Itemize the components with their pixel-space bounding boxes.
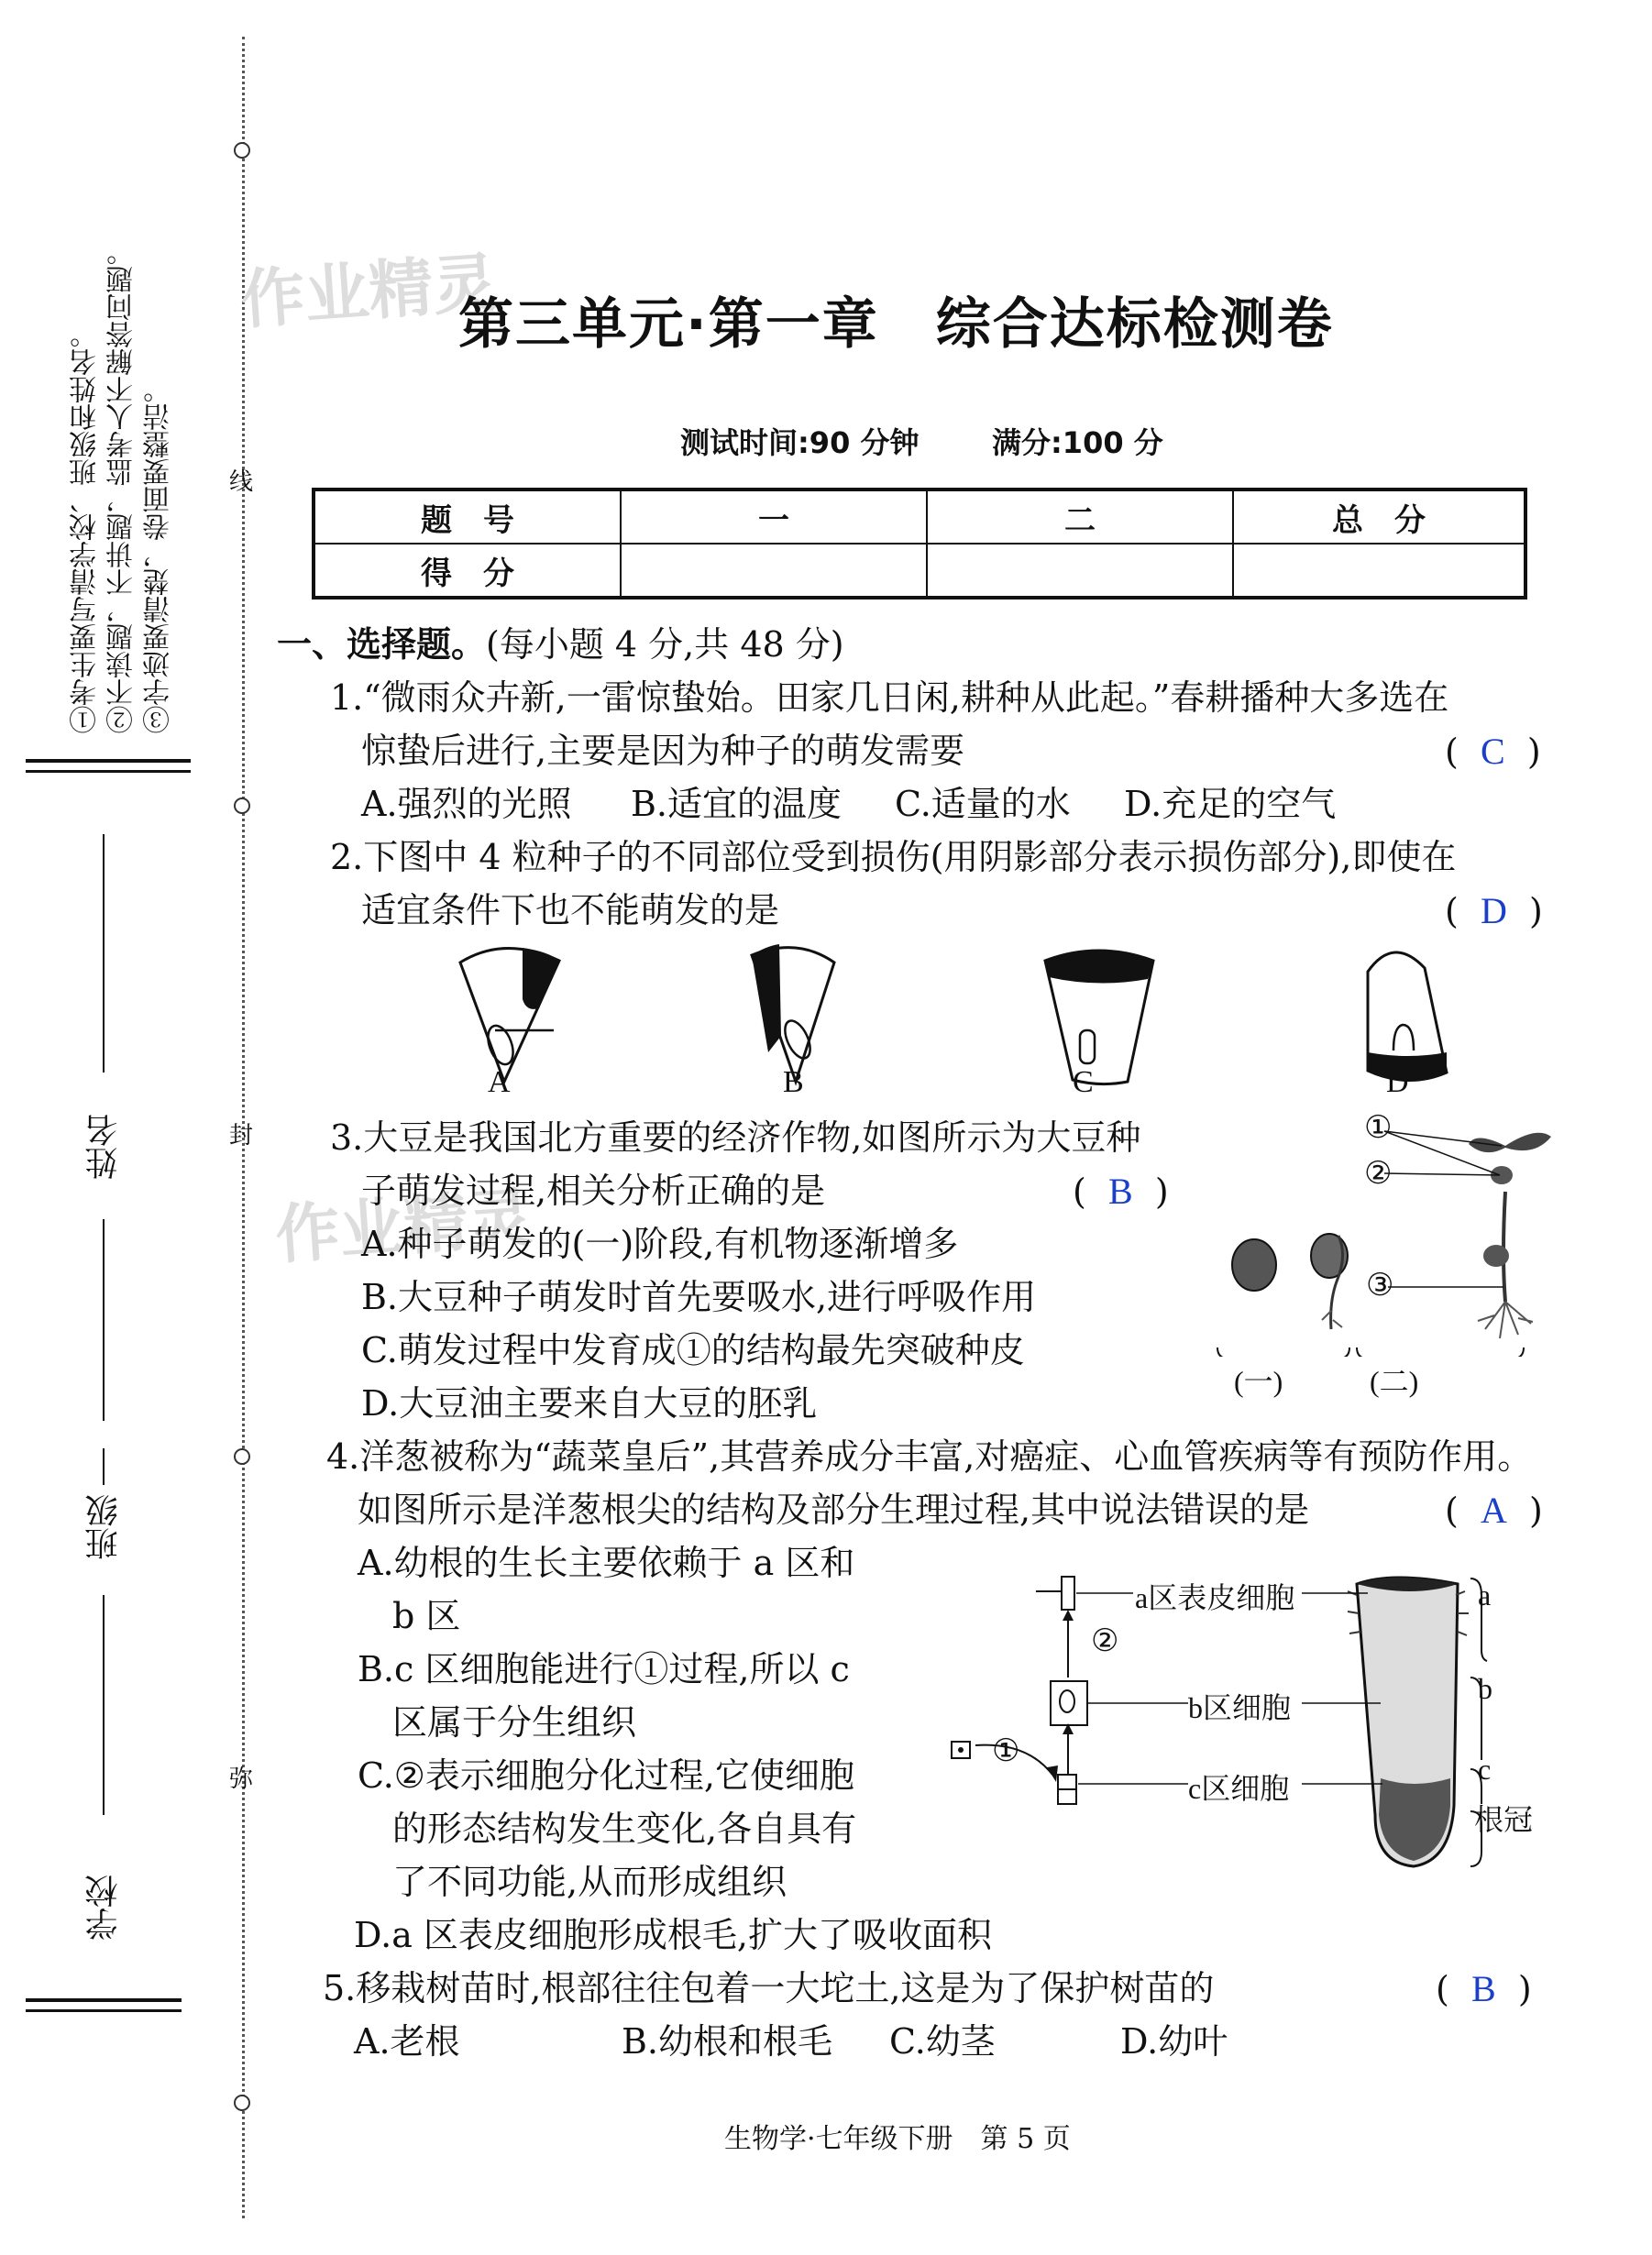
score-header-1: 一 (621, 490, 927, 544)
seed-a (460, 948, 559, 1082)
side-note-3: ③字迹要清楚，卷面要整洁。 (143, 376, 175, 733)
q4-option-a-2: b 区 (392, 1596, 461, 1636)
soy-stage-2: (二) (1370, 1365, 1419, 1398)
q2-answer: D (1480, 890, 1507, 931)
q3-answer: B (1107, 1171, 1133, 1212)
soy-marker-1: ① (1364, 1111, 1393, 1145)
soy-marker-2: ② (1364, 1157, 1393, 1191)
score-header-qno: 题 号 (314, 490, 621, 544)
onion-root-cap: 根冠 (1474, 1803, 1534, 1836)
q4-option-c-3: 了不同功能,从而形成组织 (392, 1862, 787, 1902)
class-line (103, 1448, 105, 1485)
seed-c (1045, 951, 1153, 1084)
seal-char-line: 线 (229, 468, 254, 496)
q3-stem-2: 子萌发过程,相关分析正确的是 (361, 1171, 826, 1211)
q4-answer: A (1480, 1490, 1507, 1531)
seedling (1469, 1133, 1551, 1338)
side-note-2: ②不读题，不讲题，监考人不解答问题。 (106, 238, 138, 733)
q2-stem-2: 适宜条件下也不能萌发的是 (361, 890, 780, 930)
seed-label-d: D (1386, 1065, 1409, 1099)
q4-stem-2: 如图所示是洋葱根尖的结构及部分生理过程,其中说法错误的是 (358, 1490, 1310, 1530)
q4-option-b-2: 区属于分生组织 (392, 1702, 637, 1743)
q5-answer: B (1470, 1968, 1496, 2009)
score-cell-2 (927, 544, 1233, 598)
q4-answer-box: ( A ) (1445, 1490, 1543, 1531)
score-header-total: 总 分 (1233, 490, 1525, 544)
side-double-rule (26, 1998, 182, 2012)
soy-stage-1: (一) (1234, 1365, 1283, 1398)
full-score: 满分:100 分 (992, 425, 1163, 460)
score-header-2: 二 (927, 490, 1233, 544)
q5-stem-1: 5.移栽树苗时,根部往往包着一大坨土,这是为了保护树苗的 (323, 1968, 1215, 2008)
q5-option-a: A.老根 (354, 2021, 460, 2062)
onion-zone-b: b (1478, 1672, 1492, 1705)
onion-b-cell-label: b区细胞 (1188, 1691, 1292, 1724)
seed-label-a: A (488, 1065, 511, 1099)
seal-char-seal: 封 (229, 1122, 254, 1150)
q1-option-d: D.充足的空气 (1124, 784, 1337, 824)
q3-answer-box: ( B ) (1073, 1171, 1169, 1212)
q1-stem-2: 惊蛰后进行,主要是因为种子的萌发需要 (361, 731, 965, 771)
score-cell-1 (621, 544, 927, 598)
q4-option-a-1: A.幼根的生长主要依赖于 a 区和 (358, 1543, 855, 1583)
q4-option-b-1: B.c 区细胞能进行①过程,所以 c (358, 1649, 850, 1689)
seed-label-b: B (783, 1065, 804, 1099)
class-line (103, 1595, 105, 1815)
seal-circle (234, 2095, 250, 2111)
seed-label-c: C (1073, 1065, 1094, 1099)
watermark: 作业精灵 (237, 245, 500, 338)
q1-option-a: A.强烈的光照 (361, 784, 572, 824)
q3-stem-1: 3.大豆是我国北方重要的经济作物,如图所示为大豆种 (330, 1117, 1141, 1158)
soybean-germination-diagram (1210, 1118, 1558, 1357)
q5-option-b: B.幼根和根毛 (622, 2021, 833, 2062)
q2-stem-1: 2.下图中 4 粒种子的不同部位受到损伤(用阴影部分表示损伤部分),即使在 (330, 837, 1457, 877)
score-table (312, 488, 1527, 600)
onion-zone-c: c (1478, 1753, 1492, 1786)
onion-zone-a: a (1478, 1578, 1492, 1612)
onion-process-2: ② (1091, 1624, 1119, 1658)
seed-diagram (440, 935, 1485, 1100)
score-cell-total (1233, 544, 1525, 598)
name-line (103, 834, 105, 1072)
section-1-heading (277, 618, 844, 671)
seed-b (752, 944, 834, 1082)
name-label: 姓名 (85, 1114, 123, 1180)
side-double-rule (26, 759, 191, 773)
seed-d (1368, 952, 1447, 1081)
q4-stem-1: 4.洋葱被称为“蔬菜皇后”,其营养成分丰富,对癌症、心血管疾病等有预防作用。 (326, 1436, 1533, 1477)
name-line (103, 1219, 105, 1421)
q1-answer: C (1480, 731, 1505, 772)
soybean-seed (1232, 1239, 1276, 1291)
q2-answer-box: ( D ) (1445, 890, 1543, 931)
q3-option-b: B.大豆种子萌发时首先要吸水,进行呼吸作用 (361, 1277, 1037, 1317)
page-title: 第三单元·第一章 综合达标检测卷 (458, 292, 1334, 357)
seal-char-mi: 弥 (229, 1766, 254, 1793)
q4-option-d: D.a 区表皮细胞形成根毛,扩大了吸收面积 (354, 1915, 993, 1955)
q3-option-c: C.萌发过程中发育成①的结构最先突破种皮 (361, 1330, 1025, 1370)
onion-c-cell-label: c区细胞 (1188, 1772, 1290, 1805)
q1-stem-1: 1.“微雨众卉新,一雷惊蛰始。田家几日闲,耕种从此起。”春耕播种大多选在 (330, 677, 1449, 718)
side-note-1: ①考生要写清学校、班级和姓名。 (70, 321, 102, 733)
seal-circle (234, 1448, 250, 1465)
score-label: 得 分 (314, 544, 621, 598)
class-label: 班级 (85, 1494, 123, 1560)
test-time: 测试时间:90 分钟 (680, 425, 920, 460)
germinating-seed (1311, 1234, 1348, 1329)
q1-option-b: B.适宜的温度 (631, 784, 843, 824)
section-1-title: 一、选择题。 (277, 624, 487, 665)
onion-a-cell-label: a区表皮细胞 (1135, 1581, 1295, 1614)
q1-option-c: C.适量的水 (895, 784, 1071, 824)
school-label: 学校 (85, 1875, 123, 1941)
q4-option-c-2: 的形态结构发生变化,各自具有 (392, 1809, 857, 1849)
seal-circle (234, 798, 250, 814)
q5-option-d: D.幼叶 (1120, 2021, 1228, 2062)
watermark: 作业精灵 (272, 1180, 534, 1273)
q3-option-a: A.种子萌发的(一)阶段,有机物逐渐增多 (361, 1224, 959, 1264)
q1-answer-box: ( C ) (1445, 731, 1541, 772)
seal-circle (234, 142, 250, 159)
section-1-note: (每小题 4 分,共 48 分) (486, 624, 844, 665)
q5-option-c: C.幼茎 (889, 2021, 996, 2062)
root-tip (1348, 1578, 1469, 1866)
q3-option-d: D.大豆油主要来自大豆的胚乳 (361, 1383, 818, 1424)
cell-diagrams (952, 1577, 1087, 1804)
q5-answer-box: ( B ) (1436, 1968, 1532, 2009)
soy-marker-3: ③ (1366, 1269, 1394, 1303)
q4-option-c-1: C.②表示细胞分化过程,它使细胞 (358, 1755, 854, 1796)
onion-process-1: ① (992, 1734, 1020, 1768)
page-footer: 生物学·七年级下册 第 5 页 (724, 2123, 1071, 2155)
